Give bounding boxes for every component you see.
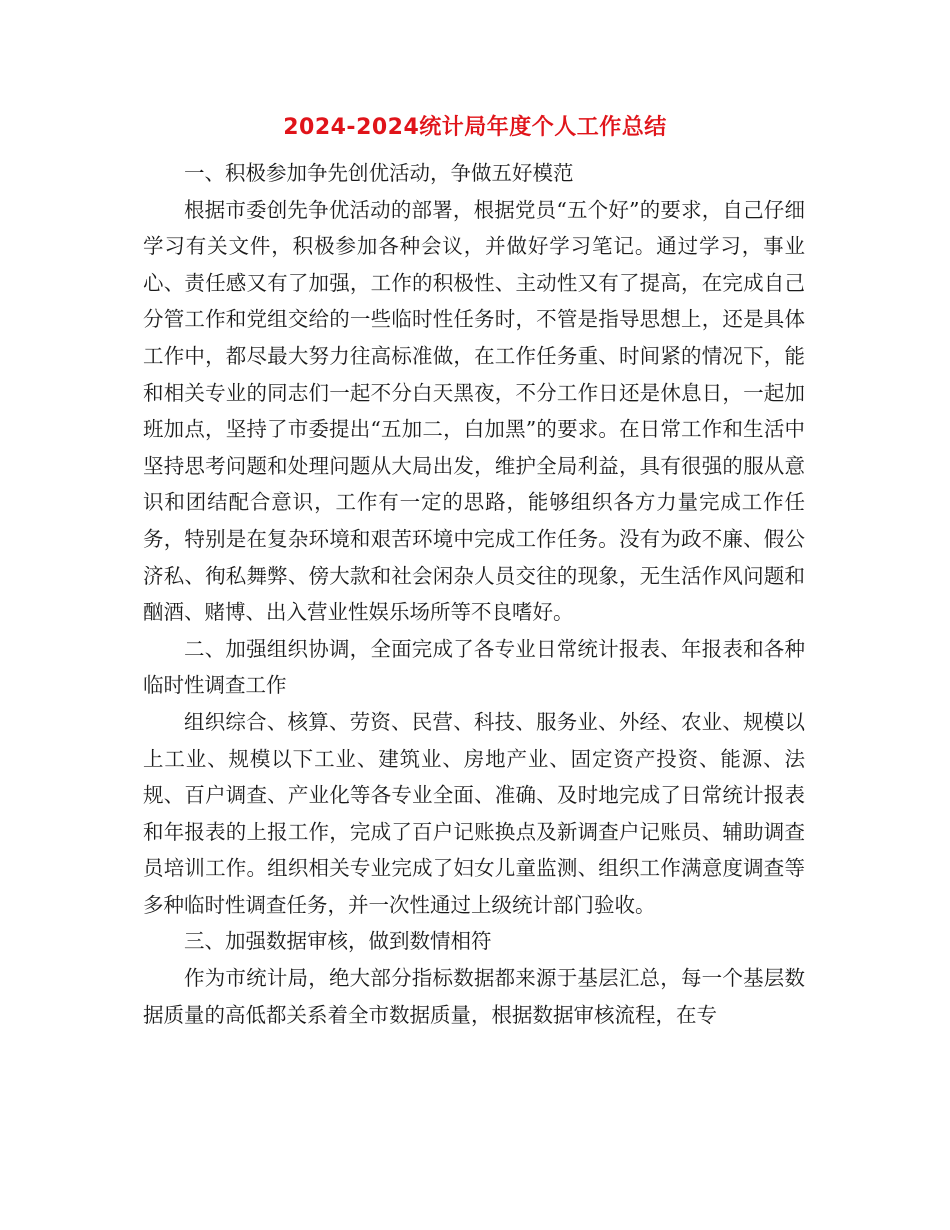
document-title: 2024-2024统计局年度个人工作总结 xyxy=(283,115,667,140)
section-heading-2: 二、加强组织协调，全面完成了各专业日常统计报表、年报表和各种临时性调查工作 xyxy=(143,636,805,698)
body-paragraph-2: 组织综合、核算、劳资、民营、科技、服务业、外经、农业、规模以上工业、规模以下工业、建筑业、房地产业、固定资产投资、能源、法规、百户调查、产业化等各专业全面、准确、及时地完成了日常统计报表和年报表的上报工作，完成了百户记账换点及新调查户记账员、辅助调查员培训工作。组织相关专业完成了妇女儿童监测、组织工作满意度调查等多种临时性调查任务，并一次性通过上级统计部门验收。 xyxy=(143,709,805,917)
section-heading-3: 三、加强数据审核，做到数情相符 xyxy=(184,929,492,954)
document-body xyxy=(143,155,805,1033)
body-paragraph-1: 根据市委创先争优活动的部署，根据党员“五个好”的要求，自己仔细学习有关文件，积极参加各种会议，并做好学习笔记。通过学习，事业心、责任感又有了加强，工作的积极性、主动性又有了提高，在完成自己分管工作和党组交给的一些临时性任务时，不管是指导思想上，还是具体工作中，都尽最大努力往高标准做，在工作任务重、时间紧的情况下，能和相关专业的同志们一起不分白天黑夜，不分工作日还是休息日，一起加班加点，坚持了市委提出“五加二，白加黑”的要求。在日常工作和生活中坚持思考问题和处理问题从大局出发，维护全局利益，具有很强的服从意识和团结配合意识，工作有一定的思路，能够组织各方力量完成工作任务，特别是在复杂环境和艰苦环境中完成工作任务。没有为政不廉、假公济私、徇私舞弊、傍大款和社会闲杂人员交往的现象，无生活作风问题和酗酒、赌博、出入营业性娱乐场所等不良嗜好。 xyxy=(143,197,805,625)
body-paragraph-3: 作为市统计局，绝大部分指标数据都来源于基层汇总，每一个基层数据质量的高低都关系着全市数据质量，根据数据审核流程，在专 xyxy=(143,966,805,1027)
section-heading-1: 一、积极参加争先创优活动，争做五好模范 xyxy=(184,161,574,185)
